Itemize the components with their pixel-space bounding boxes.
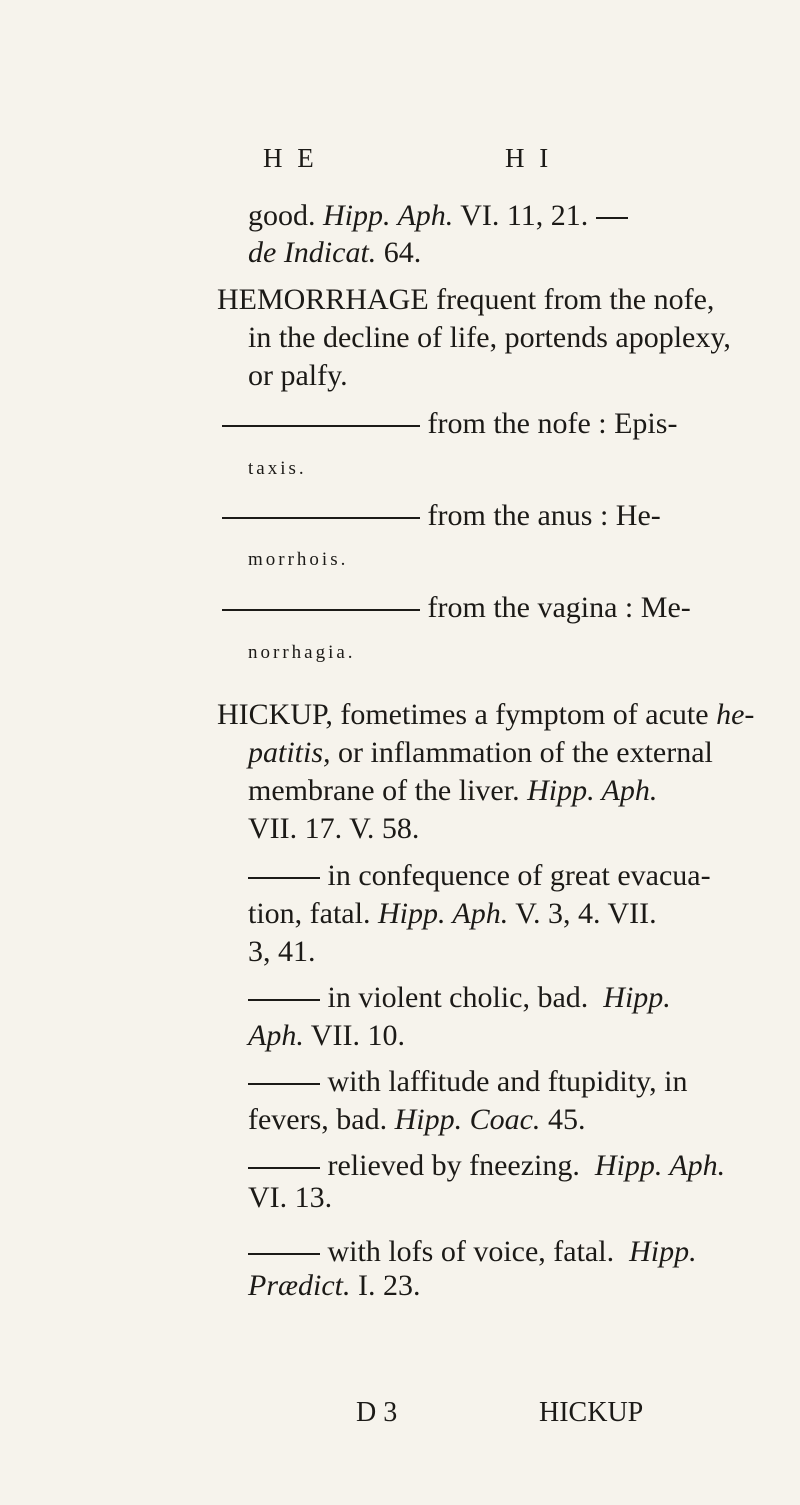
rule [222,425,420,427]
rule [222,609,420,611]
rule [596,217,628,219]
text-line: membrane of the liver. Hipp. Aph. [248,774,658,807]
text-line: morrhois. [248,549,349,570]
text-line: good. Hipp. Aph. VI. 11, 21. [248,198,628,234]
subentry-line: from the vagina : Me- [222,590,691,626]
entry-heading: HICKUP, fometimes a fymptom of acute he- [217,698,755,731]
rule [248,1167,320,1169]
text-line: 3, 41. [248,935,316,968]
subentry-line: in confequence of great evacua- [248,858,711,894]
running-head-left: H E [263,143,318,173]
subentry-line: with laffitude and ftupidity, in [248,1064,687,1100]
text-line: fevers, bad. Hipp. Coac. 45. [248,1103,586,1136]
subentry-line: relieved by fneezing. Hipp. Aph. [248,1148,725,1184]
subentry-line: from the nofe : Epis- [222,406,677,442]
text-line: in the decline of life, portends apoplexy, [248,321,731,354]
rule [248,1253,320,1255]
subentry-line: with lofs of voice, fatal. Hipp. [248,1234,697,1270]
text-line: tion, fatal. Hipp. Aph. V. 3, 4. VII. [248,897,657,930]
text-line: patitis, or inflammation of the external [248,736,713,769]
text-line: or palfy. [248,359,348,392]
running-head-right: H I [505,143,553,173]
entry-heading: HEMORRHAGE frequent from the nofe, [217,283,715,316]
text-line: VI. 13. [248,1181,333,1214]
text-line: VII. 17. V. 58. [248,812,420,845]
text-line: taxis. [248,458,307,479]
text-line: norrhagia. [248,642,356,663]
catchword: HICKUP [539,1397,644,1428]
rule [248,1083,320,1085]
rule [248,877,320,879]
subentry-line: from the anus : He- [222,498,661,534]
rule [222,517,420,519]
signature-mark: D 3 [356,1397,398,1428]
rule [248,999,320,1001]
text-line: Aph. VII. 10. [248,1019,405,1052]
text-line: de Indicat. 64. [248,236,422,269]
subentry-line: in violent cholic, bad. Hipp. [248,980,671,1016]
text-line: Prædict. I. 23. [248,1269,421,1302]
